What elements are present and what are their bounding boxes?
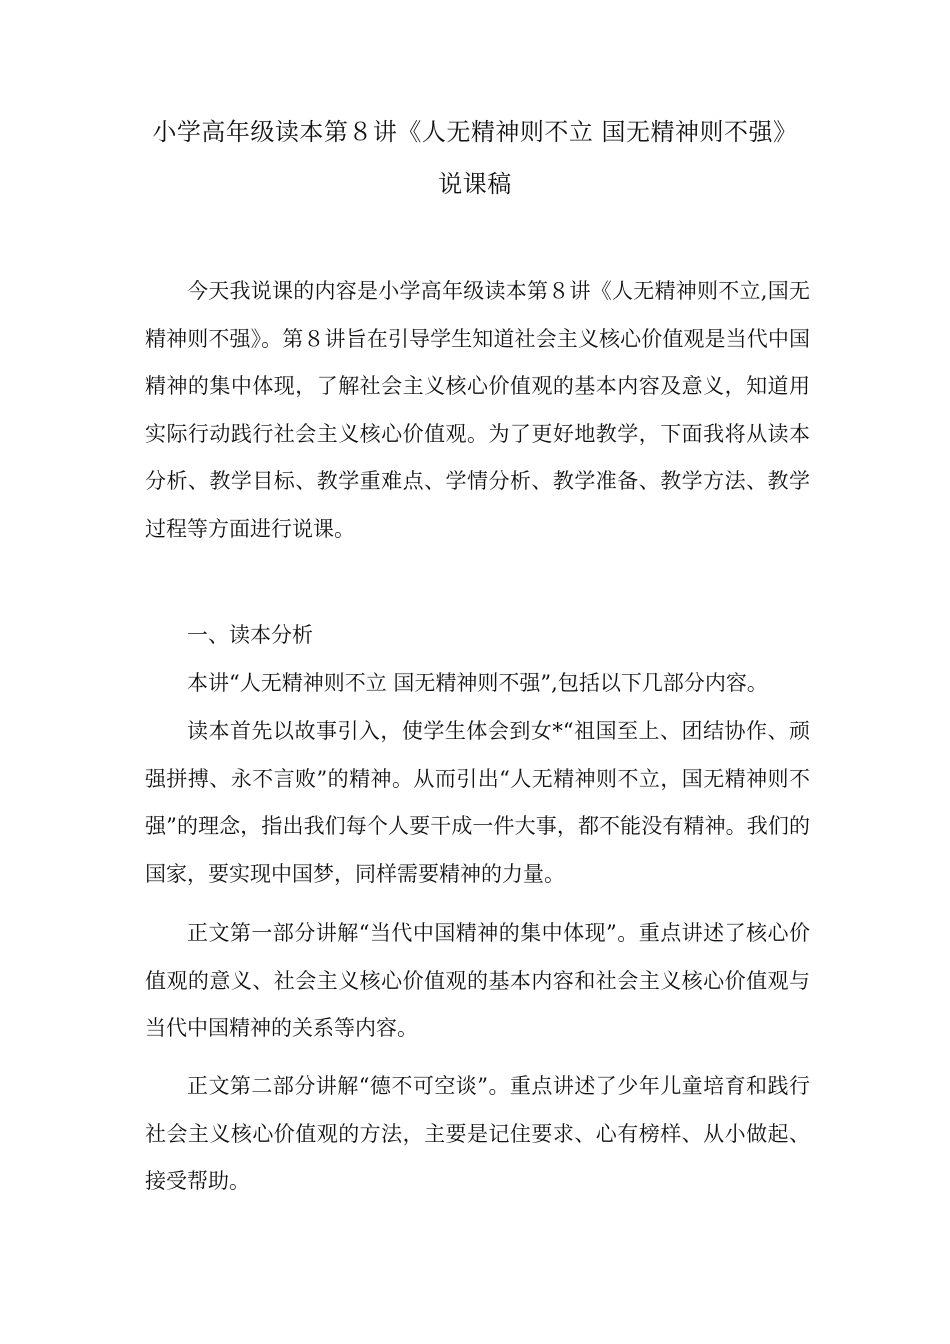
paragraph-overview: 本讲“人无精神则不立 国无精神则不强”,包括以下几部分内容。 <box>187 671 768 695</box>
intro-paragraph: 今天我说课的内容是小学高年级读本第８讲《人无精神则不立,国无精神则不强》。第８讲旨在引导学生知道社会主义核心价值观是当代中国精神的集中体现，了解社会主义核心价值观的基本内容及意义，知道用实际行动践行社会主义核心价值观。为了更好地教学，下面我将从读本分析、教学目标、教学重难点、学情分析、教学准备、教学方法、教学过程等方面进行说课。 <box>145 279 810 541</box>
section-heading-reader-analysis: 一、读本分析 <box>187 623 313 647</box>
paragraph-part-one: 正文第一部分讲解“当代中国精神的集中体现”。重点讲述了核心价值观的意义、社会主义核心价值观的基本内容和社会主义核心价值观与当代中国精神的关系等内容。 <box>145 921 810 1040</box>
paragraph-story-intro: 读本首先以故事引入，使学生体会到女*“祖国至上、团结协作、顽强拼搏、永不言败”的精神。从而引出“人无精神则不立，国无精神则不强”的理念，指出我们每个人要干成一件大事，都不能没有精神。我们的国家，要实现中国梦，同样需要精神的力量。 <box>145 719 810 886</box>
document-title-line1: 小学高年级读本第８讲《人无精神则不立 国无精神则不强》 <box>152 118 798 146</box>
document-title-line2: 说课稿 <box>438 170 512 198</box>
paragraph-part-two: 正文第二部分讲解“德不可空谈”。重点讲述了少年儿童培育和践行社会主义核心价值观的方法，主要是记住要求、心有榜样、从小做起、接受帮助。 <box>145 1074 810 1193</box>
